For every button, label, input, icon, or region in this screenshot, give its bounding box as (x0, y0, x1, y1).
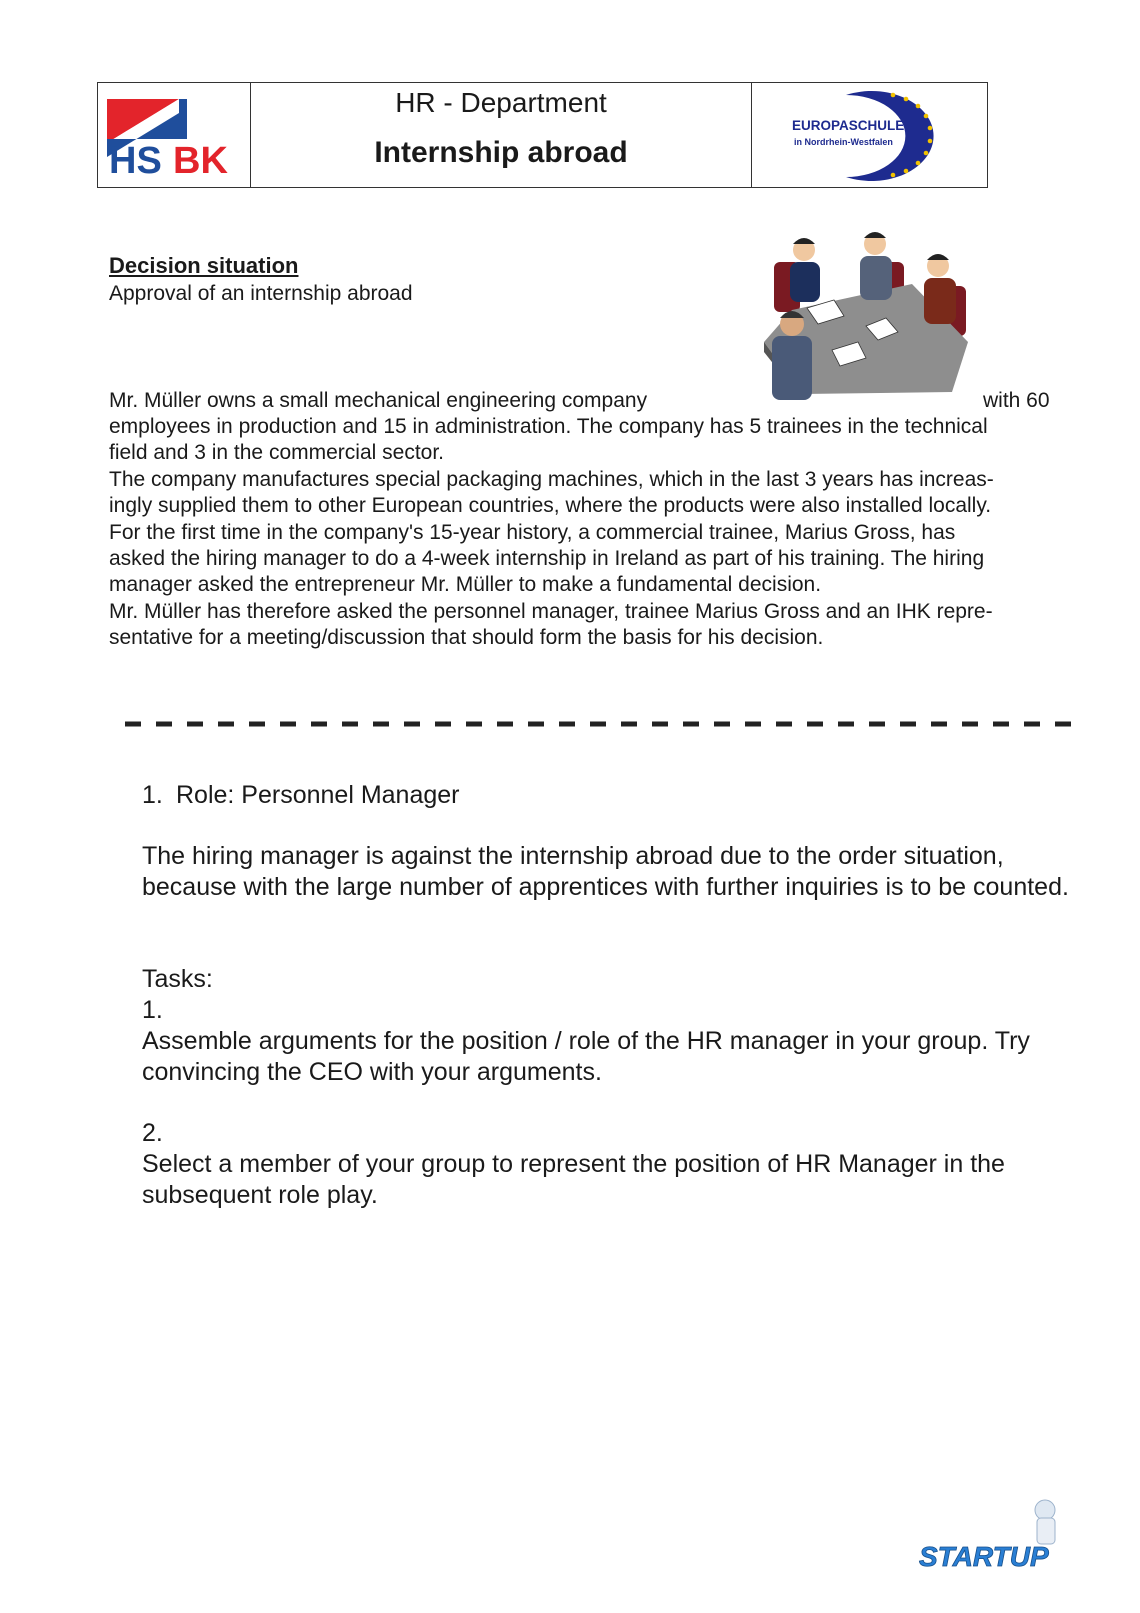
task1-number: 1. (142, 996, 163, 1024)
document-title: Internship abroad (374, 136, 628, 169)
hsbk-logo-bk: BK (173, 140, 228, 179)
header-euro-cell (752, 83, 987, 187)
startup-logo (917, 1494, 1077, 1576)
task2-number: 2. (142, 1119, 163, 1147)
role-label: Role: Personnel Manager (176, 781, 460, 809)
role-statement: The hiring manager is against the internship abroad due to the order situation, because with the large number of apprentices with further inquiries is to be counted. (142, 842, 1069, 901)
dashed-divider (125, 721, 1080, 727)
europaschule-logo-text: EUROPASCHULE (792, 118, 905, 133)
paragraph-first-line-end: with 60 (983, 389, 1050, 412)
role-heading (142, 780, 1082, 811)
department-label: HR - Department (395, 87, 607, 118)
startup-logo-text: STARTUP (919, 1541, 1049, 1572)
role-number: 1. (142, 781, 163, 809)
europaschule-logo (788, 85, 948, 185)
task1-text: Assemble arguments for the position / role of the HR manager in your group. Try convincing the CEO with your arguments. (142, 1027, 1030, 1086)
meeting-illustration (762, 222, 968, 400)
hsbk-logo (107, 99, 247, 179)
document-header (97, 82, 988, 188)
intro-paragraph: employees in production and 15 in administration. The company has 5 trainees in the technical field and 3 in the commercial sector. The company manufactures special packaging machines, which in the last 3 years has increas- ingly supplied them to other European countries, where the products were also installed locally. For the first time in the company's 15-year history, a commercial trainee, Marius Gross, has asked the hiring manager to do a 4-week internship in Ireland as part of his training. The hiring manager asked the entrepreneur Mr. Müller to make a fundamental decision. Mr. Müller has therefore asked the personnel manager, trainee Marius Gross and an IHK repre- sentative for a meeting/discussion that should form the basis for his decision. (109, 415, 994, 650)
europaschule-logo-subtext: in Nordrhein-Westfalen (794, 137, 893, 147)
paragraph-first-line: Mr. Müller owns a small mechanical engineering company (109, 389, 648, 412)
task2-text: Select a member of your group to represent the position of HR Manager in the subsequent role play. (142, 1150, 1005, 1209)
hsbk-logo-hs: HS (109, 140, 162, 179)
tasks-label: Tasks: (142, 965, 213, 993)
header-title-cell (251, 83, 752, 187)
section-subtitle: Approval of an internship abroad (109, 282, 413, 305)
header-logo-cell (98, 83, 251, 187)
section-heading: Decision situation (109, 253, 299, 278)
